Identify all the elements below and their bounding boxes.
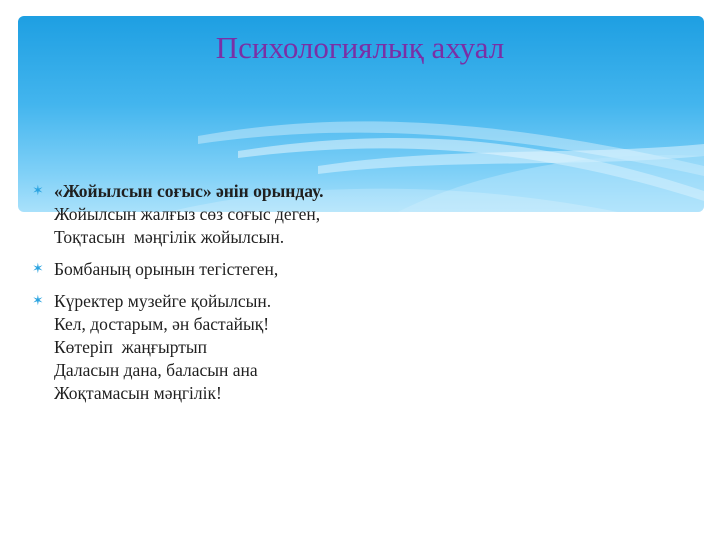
slide-title: Психологиялық ахуал (215, 30, 505, 65)
star-bullet-icon: ✶ (32, 183, 44, 199)
slide-content (32, 180, 692, 414)
lyric-line: Жойылсын жалғыз сөз соғыс деген, (54, 204, 321, 224)
lyric-line: Көтеріп жаңғыртып (54, 337, 208, 357)
star-bullet-icon: ✶ (32, 261, 44, 277)
list-item (32, 290, 692, 405)
lyric-line: Кел, достарым, ән бастайық! (54, 314, 270, 334)
lyric-line: Жоқтамасын мәңгілік! (54, 383, 222, 403)
song-title: «Жойылсын соғыс» әнін орындау. (54, 181, 324, 201)
lyric-line: Даласын дана, баласын ана (54, 360, 258, 380)
list-item (32, 258, 692, 281)
lyric-line: Тоқтасын мәңгілік жойылсын. (54, 227, 285, 247)
lyric-line: Бомбаның орынын тегістеген, (54, 259, 279, 279)
lyric-line: Күректер музейге қойылсын. (54, 291, 272, 311)
star-bullet-icon: ✶ (32, 293, 44, 309)
list-item (32, 180, 692, 249)
